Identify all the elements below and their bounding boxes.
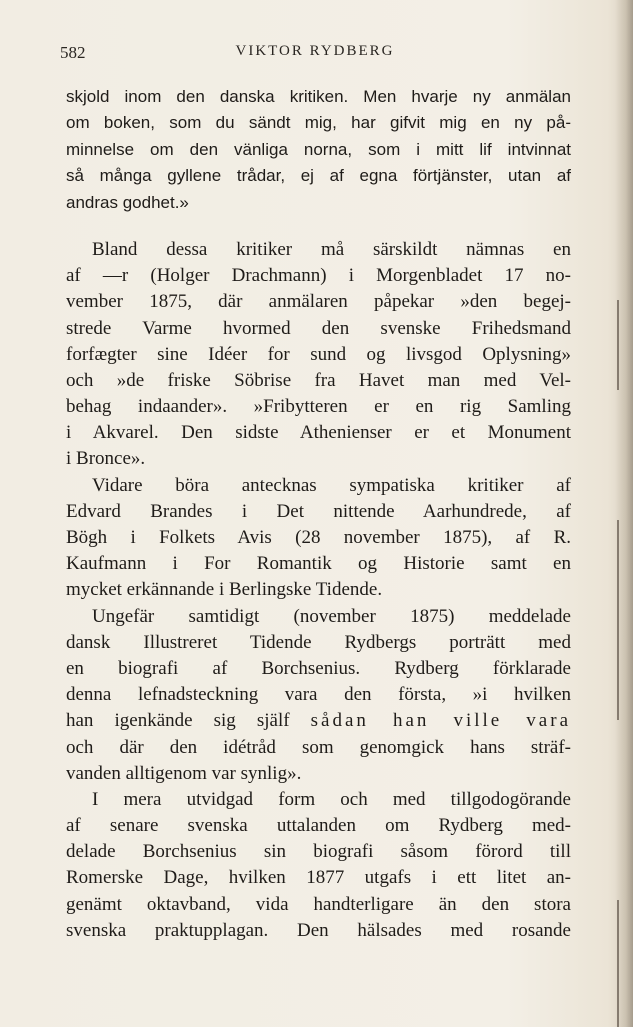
text-line: forfægter sine Idéer for sund og livsgod Oplysning» [66,343,571,365]
text-line: minnelse om den vänliga norna, som i mitt lif intvinnat [66,139,571,159]
paragraph-gap [66,216,571,237]
text-line: skjold inom den danska kritiken. Men hvarje ny anmälan [66,87,571,106]
text-line: Romerske Dage, hvilken 1877 utgafs i ett litet an- [66,867,571,889]
page-edge-mark [617,520,619,720]
text-line [66,708,571,734]
text-line: denna lefnadsteckning vara den första, »i hvilken [66,684,571,706]
running-title: VIKTOR RYDBERG [235,43,395,59]
text-line: behag indaander». »Fribytteren er en rig Samling [66,396,571,418]
paragraph-5 [66,787,571,944]
text-line: och »de friske Söbrise fra Havet man med Vel- [66,369,571,391]
text-line: om boken, som du sändt mig, har gifvit mig en ny på- [66,113,571,133]
text-line: af senare svenska uttalanden om Rydberg med- [66,815,571,837]
paragraph-4 [66,604,571,787]
text-line: i Bronce». [66,448,146,470]
paragraph-1 [66,84,571,216]
text-line: dansk Illustreret Tidende Rydbergs porträtt med [66,631,571,653]
body-text [66,84,571,944]
text-line: en biografi af Borchsenius. Rydberg förklarade [66,657,571,679]
page-edge-shadow [615,0,633,1027]
text-line: delade Borchsenius sin biografi såsom förord till [66,841,571,863]
text-line: vember 1875, där anmälaren påpekar »den begej- [66,291,571,313]
text-line: mycket erkännande i Berlingske Tidende. [66,579,383,601]
text-line: svenska praktupplagan. Den hälsades med rosande [66,919,571,941]
paragraph-2 [66,237,571,473]
text-line: Vidare böra antecknas sympatiska kritiker af [92,474,571,496]
text-line: Bland dessa kritiker må särskildt nämnas en [92,238,571,260]
text-line: genämt oktavband, vida handterligare än den stora [66,893,571,915]
text-line: och där den idétråd som genomgick hans sträf- [66,736,571,758]
page-number: 582 [60,43,86,62]
text-line: i Akvarel. Den sidste Athenienser er et Monument [66,422,571,444]
text-line: så många gyllene trådar, ej af egna förtjänster, utan af [66,166,571,186]
page-edge-mark [617,900,619,1027]
text-line: Edvard Brandes i Det nittende Aarhundrede, af [66,500,571,522]
text-line: vanden alltigenom var synlig». [66,762,302,784]
text-line: Bögh i Folkets Avis (28 november 1875), af R. [66,527,571,549]
text-line: af —r (Holger Drachmann) i Morgenbladet 17 no- [66,265,571,287]
text-line: Kaufmann i For Romantik og Historie samt en [66,553,571,575]
emphasized-text: sådan han ville vara [310,710,571,732]
text-line: I mera utvidgad form och med tillgodogörande [92,788,571,810]
page-edge-mark [617,300,619,390]
text-line: strede Varme hvormed den svenske Frihedsmand [66,317,571,339]
text-segment: han igenkände sig själf [66,710,290,732]
running-header [60,43,570,67]
text-line: Ungefär samtidigt (november 1875) meddelade [92,605,571,627]
text-line: andras godhet.» [66,192,189,212]
paragraph-3 [66,473,571,604]
